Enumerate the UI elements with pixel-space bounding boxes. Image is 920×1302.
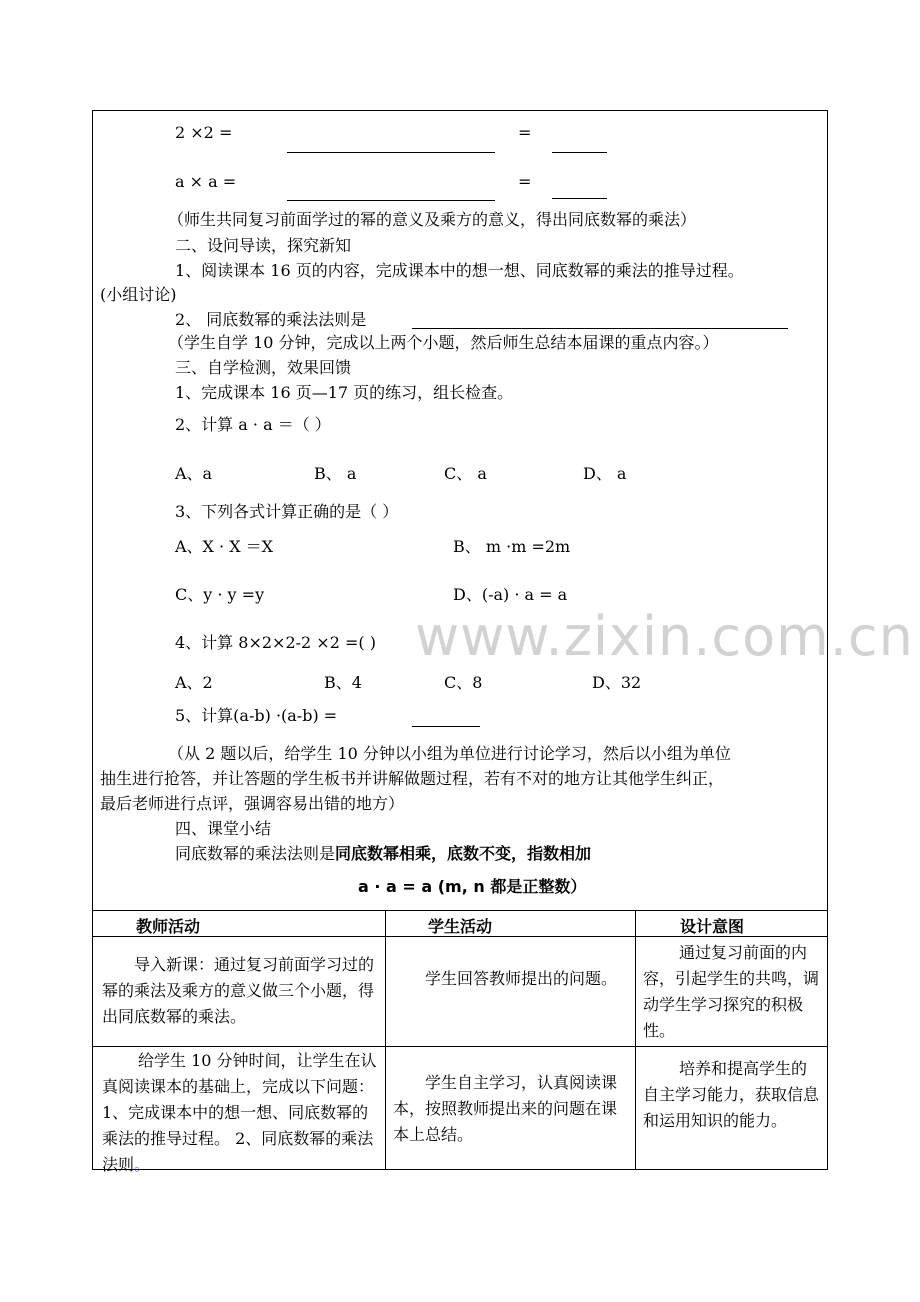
header-student-activity: 学生活动 bbox=[428, 917, 493, 936]
summary-formula: a · a = a (m, n 都是正整数） bbox=[358, 877, 587, 896]
table-column-divider bbox=[385, 910, 386, 1170]
exercise-4-option-d: D、32 bbox=[592, 673, 642, 692]
exercise-2: 2、计算 a · a ＝（ ） bbox=[175, 415, 331, 434]
section-heading-4: 四、课堂小结 bbox=[175, 819, 272, 838]
exercise-3-option-b: B、 m ·m =2m bbox=[453, 537, 571, 556]
answer-blank bbox=[552, 152, 607, 153]
section-heading-3: 三、自学检测，效果回馈 bbox=[175, 358, 352, 377]
answer-blank bbox=[287, 152, 495, 153]
row-2-design-intent: 培养和提高学生的自主学习能力，获取信息和运用知识的能力。 bbox=[643, 1059, 820, 1130]
watermark: www.zixin.com.cn bbox=[415, 605, 914, 668]
exercise-3-option-c: C、y · y =y bbox=[175, 585, 265, 604]
exercise-5: 5、计算(a-b) ·(a-b) = bbox=[175, 706, 338, 725]
exercise-2-option-a: A、a bbox=[175, 464, 213, 483]
answer-blank bbox=[552, 198, 607, 199]
table-top-border bbox=[92, 910, 828, 911]
row-2-student-activity: 学生自主学习，认真阅读课本，按照教师提出来的问题在课本上总结。 bbox=[393, 1073, 618, 1144]
exercise-1: 1、完成课本 16 页—17 页的练习，组长检查。 bbox=[175, 383, 514, 402]
equation-2-equals: = bbox=[518, 172, 532, 191]
task-item-1: 1、阅读课本 16 页的内容，完成课本中的想一想、同底数幂的乘法的推导过程。 bbox=[175, 261, 744, 280]
self-study-note: （学生自学 10 分钟，完成以上两个小题，然后师生总结本届课的重点内容。） bbox=[168, 333, 719, 352]
exercise-3-option-d: D、(-a) · a = a bbox=[453, 585, 568, 604]
summary-rule-prefix: 同底数幂的乘法法则是 bbox=[175, 844, 336, 863]
row-2-teacher-end-mark: 。 bbox=[134, 1155, 151, 1174]
discussion-note-line-3: 最后老师进行点评，强调容易出错的地方） bbox=[100, 794, 405, 813]
equation-1-equals: = bbox=[518, 123, 532, 142]
exercise-2-option-c: C、 a bbox=[444, 464, 487, 483]
discussion-note-line-1: （从 2 题以后，给学生 10 分钟以小组为单位进行讨论学习，然后以小组为单位 bbox=[168, 744, 731, 763]
answer-blank bbox=[412, 726, 480, 727]
row-2-teacher-activity bbox=[102, 1048, 378, 1178]
task-item-1-cont: (小组讨论) bbox=[100, 285, 177, 304]
exercise-2-option-d: D、 a bbox=[583, 464, 627, 483]
row-1-teacher-activity: 导入新课：通过复习前面学习过的幂的乘法及乘方的意义做三个小题，得出同底数幂的乘法。 bbox=[102, 955, 375, 1026]
exercise-3: 3、下列各式计算正确的是（ ） bbox=[175, 502, 399, 521]
exercise-4-option-a: A、2 bbox=[175, 673, 213, 692]
table-row-border bbox=[92, 1046, 828, 1047]
exercise-3-option-a: A、X · X ＝X bbox=[175, 537, 274, 556]
answer-blank bbox=[412, 328, 788, 329]
exercise-4-option-c: C、8 bbox=[444, 673, 483, 692]
equation-2: a × a = bbox=[175, 172, 237, 191]
exercise-2-option-b: B、 a bbox=[314, 464, 357, 483]
exercise-4-option-b: B、4 bbox=[324, 673, 362, 692]
answer-blank bbox=[287, 200, 495, 201]
review-note: （师生共同复习前面学过的幂的意义及乘方的意义，得出同底数幂的乘法） bbox=[168, 210, 697, 229]
summary-rule bbox=[175, 843, 591, 865]
exercise-4: 4、计算 8×2×2-2 ×2 =( ) bbox=[175, 633, 376, 652]
discussion-note-line-2: 抽生进行抢答，并让答题的学生板书并讲解做题过程，若有不对的地方让其他学生纠正， bbox=[100, 769, 725, 788]
row-1-design-intent: 通过复习前面的内容，引起学生的共鸣，调动学生学习探究的积极性。 bbox=[643, 943, 820, 1040]
table-column-divider bbox=[635, 910, 636, 1170]
header-design-intent: 设计意图 bbox=[680, 917, 745, 936]
row-2-teacher-text: 给学生 10 分钟时间，让学生在认真阅读课本的基础上，完成以下问题：1、完成课本中的想一想、同底数幂的乘法的推导过程。 2、同底数幂的乘法法则 bbox=[102, 1051, 377, 1174]
section-heading-2: 二、设问导读，探究新知 bbox=[175, 236, 352, 255]
task-item-2: 2、 同底数幂的乘法法则是 bbox=[175, 310, 367, 329]
equation-1: 2 ×2 = bbox=[175, 123, 233, 142]
summary-rule-statement: 同底数幂相乘，底数不变，指数相加 bbox=[335, 844, 592, 863]
row-1-student-activity: 学生回答教师提出的问题。 bbox=[425, 969, 618, 988]
header-teacher-activity: 教师活动 bbox=[136, 917, 201, 936]
